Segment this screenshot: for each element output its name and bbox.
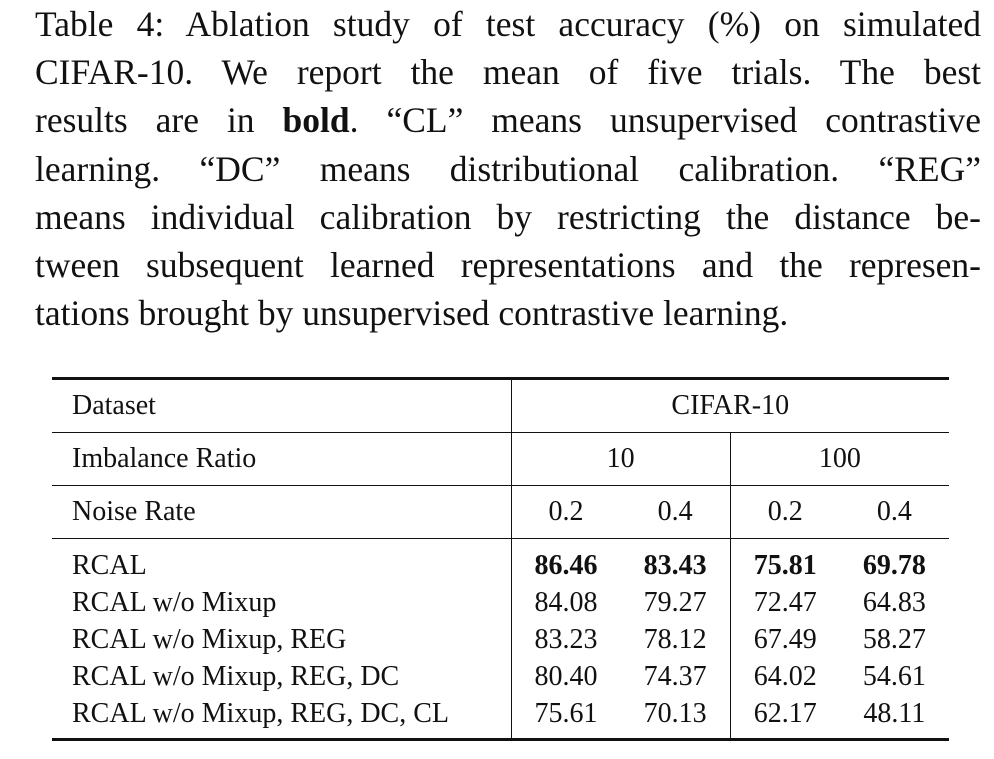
table-row	[52, 695, 949, 740]
dataset-label: Dataset	[52, 379, 511, 433]
ablation-table	[52, 377, 949, 741]
imbalance-value-100: 100	[730, 433, 949, 486]
accuracy-cell: 69.78	[840, 539, 949, 585]
noise-label: Noise Rate	[52, 486, 511, 539]
accuracy-cell: 75.61	[511, 695, 621, 740]
accuracy-cell: 84.08	[511, 584, 621, 621]
accuracy-cell: 86.46	[511, 539, 621, 585]
caption-line-2: CIFAR-10. We report the mean of five trials. The best	[35, 52, 981, 93]
accuracy-cell: 64.83	[862, 586, 926, 618]
noise-header-row	[52, 486, 949, 539]
accuracy-cell: 80.40	[511, 658, 621, 695]
caption-line-4: learning. “DC” means distributional calibration. “REG”	[35, 148, 981, 189]
accuracy-cell: 72.47	[730, 584, 840, 621]
dataset-value: CIFAR-10	[511, 379, 949, 433]
caption-bold-word: bold	[282, 100, 350, 141]
method-label: RCAL w/o Mixup	[72, 586, 277, 618]
caption-line-1: Table 4: Ablation study of test accuracy (%) on simulated	[35, 4, 981, 44]
accuracy-cell: 75.81	[730, 539, 840, 585]
accuracy-cell: 70.13	[621, 695, 731, 740]
noise-value: 0.4	[621, 486, 731, 539]
method-label: RCAL	[52, 539, 511, 585]
caption-line-6: tween subsequent learned representations and the represen-	[35, 245, 981, 286]
method-label: RCAL w/o Mixup, REG, DC, CL	[52, 695, 511, 740]
accuracy-cell: 48.11	[840, 695, 949, 740]
caption-line-7: tations brought by unsupervised contrastive learning.	[35, 293, 789, 334]
table-row	[52, 658, 949, 695]
caption-line-3: results are in bold. “CL” means unsupervised contrastive	[35, 100, 981, 141]
imbalance-value-10: 10	[511, 433, 730, 486]
accuracy-cell: 78.12	[643, 623, 707, 655]
accuracy-cell: 74.37	[643, 660, 707, 692]
accuracy-cell: 83.23	[511, 621, 621, 658]
accuracy-cell: 83.43	[621, 539, 731, 585]
table-caption	[35, 0, 981, 337]
accuracy-cell: 67.49	[730, 621, 840, 658]
noise-value: 0.2	[730, 486, 840, 539]
imbalance-label: Imbalance Ratio	[52, 433, 511, 486]
accuracy-cell: 54.61	[862, 660, 926, 692]
accuracy-cell: 62.17	[730, 695, 840, 740]
accuracy-cell: 58.27	[862, 623, 926, 655]
accuracy-cell: 64.02	[730, 658, 840, 695]
imbalance-header-row	[52, 433, 949, 486]
method-label: RCAL w/o Mixup, REG, DC	[72, 660, 400, 692]
noise-value: 0.4	[840, 486, 949, 539]
dataset-header-row	[52, 379, 949, 433]
table-row	[52, 584, 949, 621]
table-row	[52, 539, 949, 585]
method-label: RCAL w/o Mixup, REG	[72, 623, 347, 655]
noise-value: 0.2	[511, 486, 621, 539]
caption-line-5: means individual calibration by restricting the distance be-	[35, 196, 981, 237]
accuracy-cell: 79.27	[643, 586, 707, 618]
table-row	[52, 621, 949, 658]
